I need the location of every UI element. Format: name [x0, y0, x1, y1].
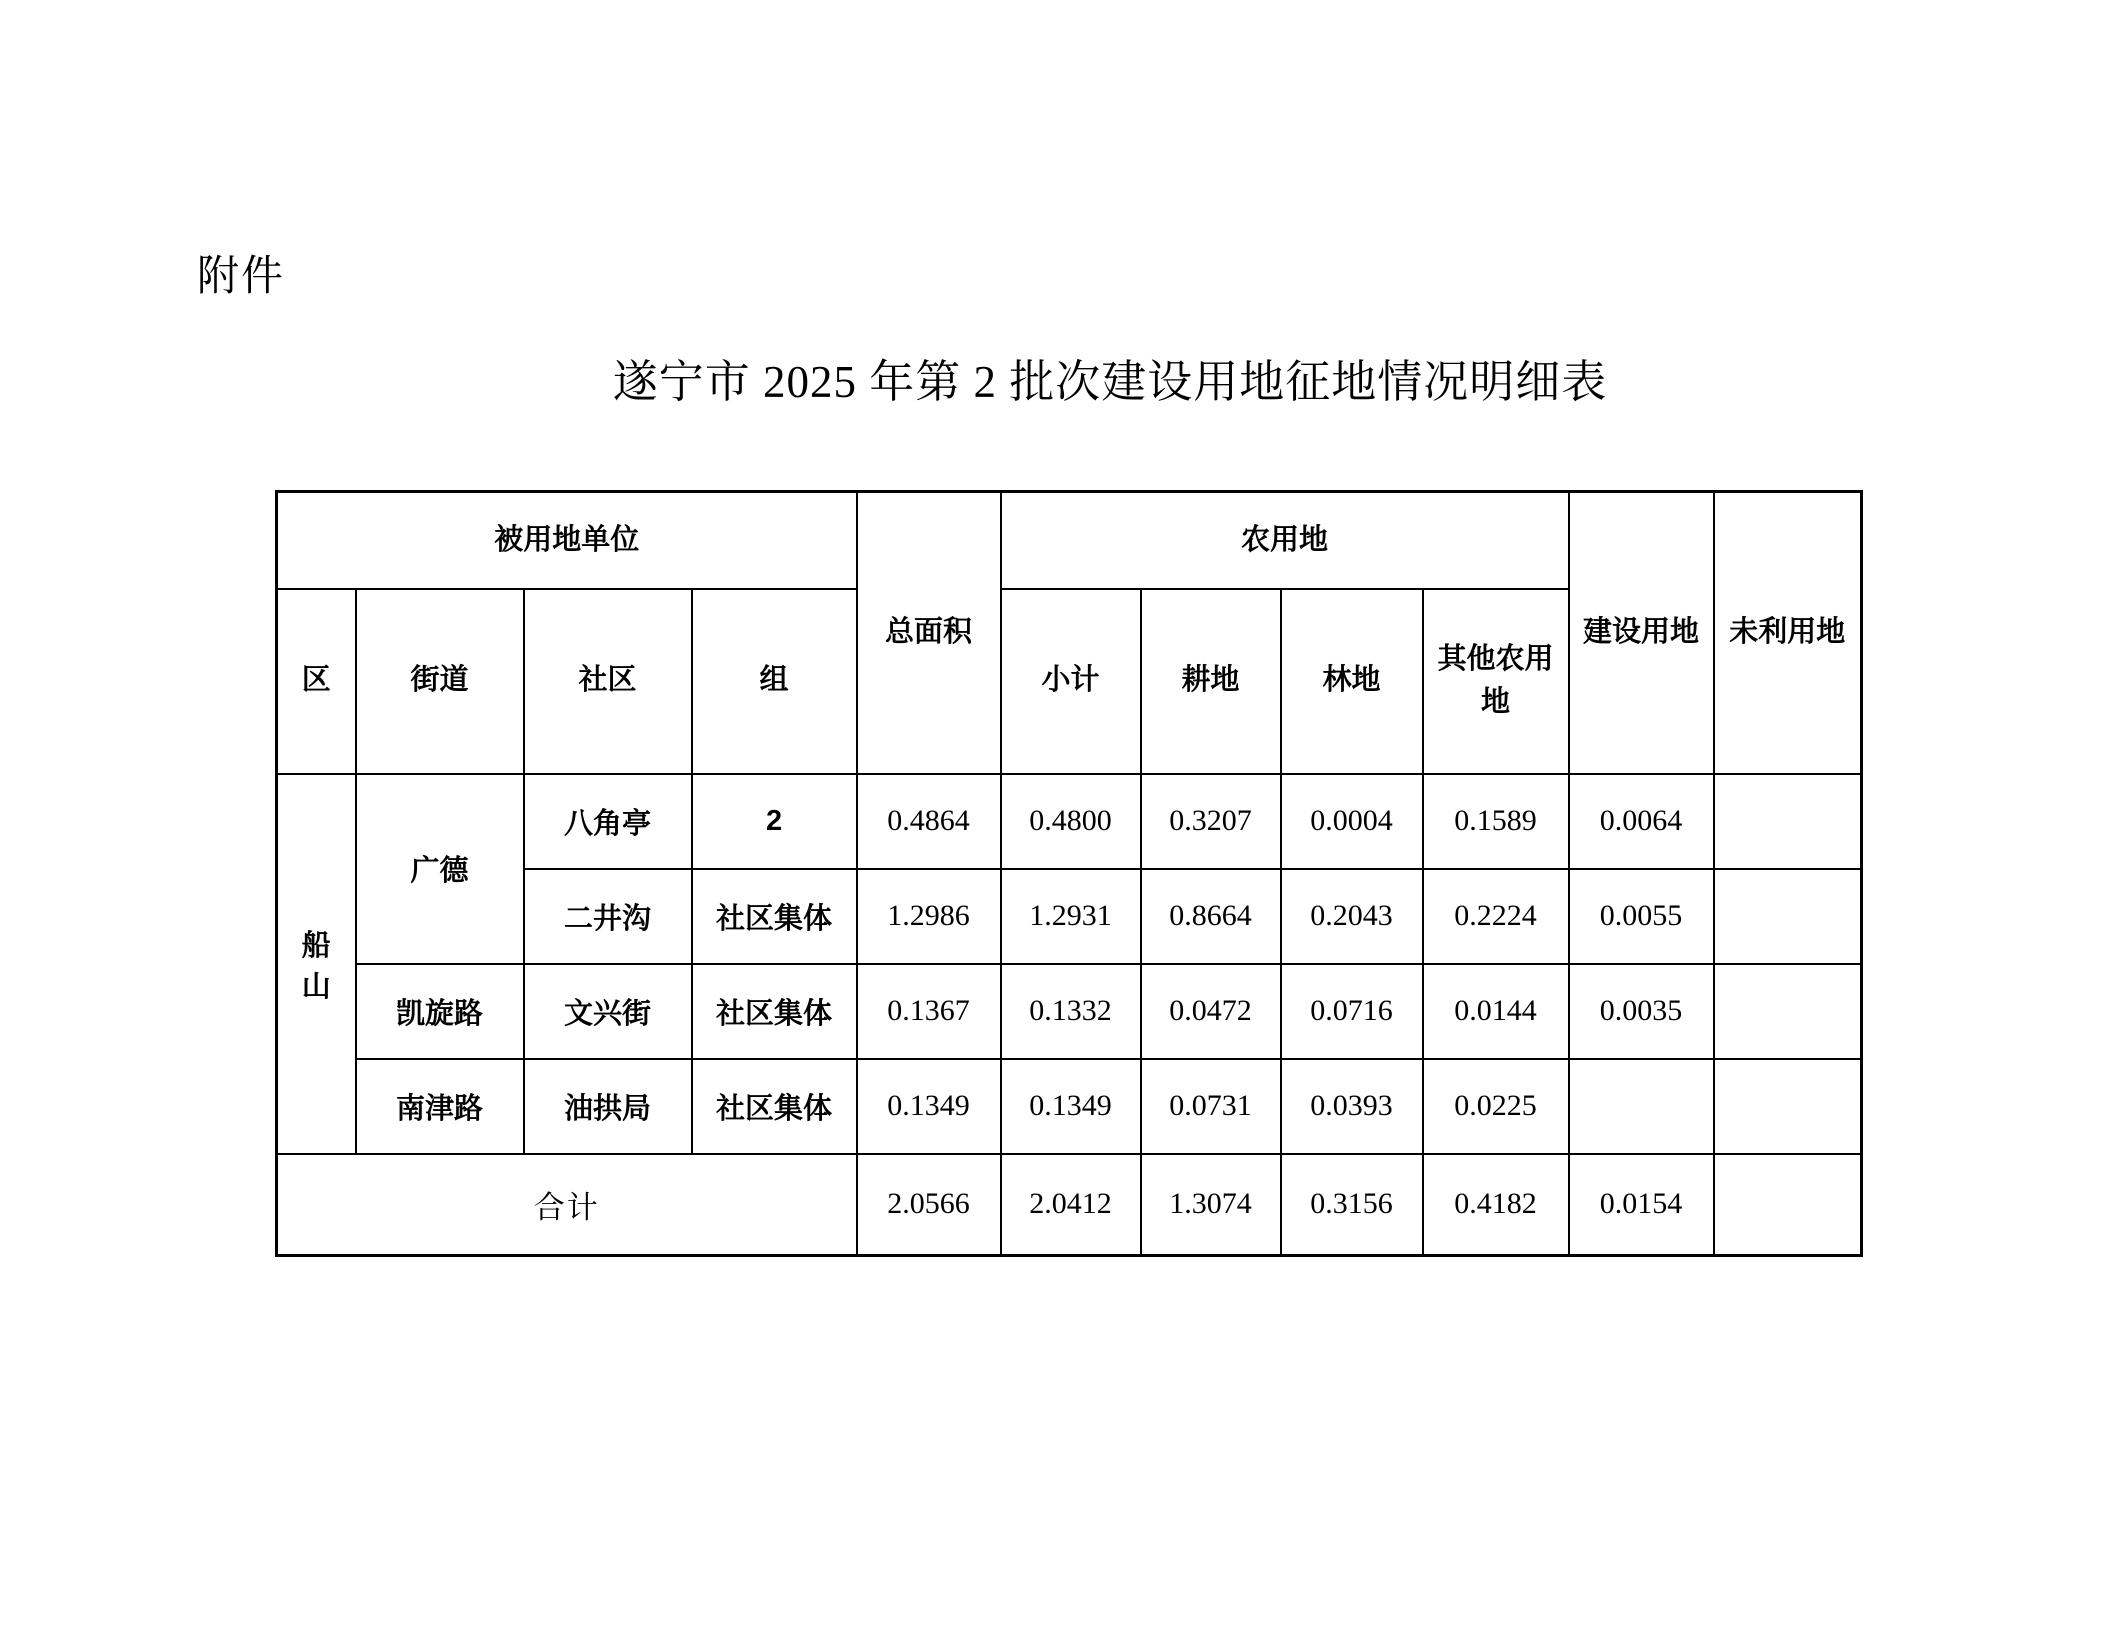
- header-cultivated-land: 耕地: [1141, 589, 1281, 774]
- cell-forest: 0.2043: [1281, 869, 1423, 964]
- header-district: 区: [277, 589, 356, 774]
- cell-cultivated: 0.3207: [1141, 774, 1281, 869]
- cell-cultivated: 0.8664: [1141, 869, 1281, 964]
- header-total-area: 总面积: [857, 492, 1001, 774]
- cell-group: 社区集体: [692, 964, 857, 1059]
- cell-subtotal: 0.4800: [1001, 774, 1141, 869]
- header-street: 街道: [356, 589, 524, 774]
- cell-cultivated: 1.3074: [1141, 1154, 1281, 1256]
- table-row: [277, 774, 1862, 869]
- table-row: [277, 964, 1862, 1059]
- cell-subtotal: 2.0412: [1001, 1154, 1141, 1256]
- header-other-agricultural-land: 其他农用地: [1423, 589, 1569, 774]
- cell-community: 八角亭: [524, 774, 692, 869]
- cell-forest: 0.3156: [1281, 1154, 1423, 1256]
- cell-subtotal: 0.1349: [1001, 1059, 1141, 1154]
- cell-group: 社区集体: [692, 1059, 857, 1154]
- cell-group: 2: [692, 774, 857, 869]
- cell-construction: 0.0064: [1569, 774, 1714, 869]
- cell-total-area: 0.4864: [857, 774, 1001, 869]
- attachment-label: 附件: [197, 254, 286, 300]
- cell-unused: [1714, 1059, 1862, 1154]
- header-forest-land: 林地: [1281, 589, 1423, 774]
- document-title: 遂宁市 2025 年第 2 批次建设用地征地情况明细表: [612, 357, 1608, 407]
- cell-group: 社区集体: [692, 869, 857, 964]
- cell-community: 文兴街: [524, 964, 692, 1059]
- cell-subtotal: 1.2931: [1001, 869, 1141, 964]
- cell-district: 船山: [277, 774, 356, 1154]
- cell-street: 广德: [356, 774, 524, 964]
- cell-street: 南津路: [356, 1059, 524, 1154]
- cell-cultivated: 0.0472: [1141, 964, 1281, 1059]
- land-acquisition-table: [275, 490, 1863, 1257]
- cell-unused: [1714, 774, 1862, 869]
- cell-construction: 0.0154: [1569, 1154, 1714, 1256]
- cell-other-agri: 0.0225: [1423, 1059, 1569, 1154]
- cell-subtotal: 0.1332: [1001, 964, 1141, 1059]
- header-unused-land: 未利用地: [1714, 492, 1862, 774]
- cell-total-area: 0.1367: [857, 964, 1001, 1059]
- cell-community: 油拱局: [524, 1059, 692, 1154]
- cell-unused: [1714, 1154, 1862, 1256]
- header-agricultural-land: 农用地: [1001, 492, 1569, 589]
- cell-construction: 0.0035: [1569, 964, 1714, 1059]
- cell-forest: 0.0393: [1281, 1059, 1423, 1154]
- cell-unused: [1714, 964, 1862, 1059]
- cell-construction: [1569, 1059, 1714, 1154]
- header-land-used-unit: 被用地单位: [277, 492, 857, 589]
- cell-community: 二井沟: [524, 869, 692, 964]
- cell-other-agri: 0.1589: [1423, 774, 1569, 869]
- cell-street: 凯旋路: [356, 964, 524, 1059]
- cell-cultivated: 0.0731: [1141, 1059, 1281, 1154]
- header-community: 社区: [524, 589, 692, 774]
- cell-forest: 0.0004: [1281, 774, 1423, 869]
- header-group: 组: [692, 589, 857, 774]
- header-row-1: [277, 492, 1862, 589]
- header-subtotal: 小计: [1001, 589, 1141, 774]
- table-row: [277, 1059, 1862, 1154]
- cell-forest: 0.0716: [1281, 964, 1423, 1059]
- cell-total-area: 2.0566: [857, 1154, 1001, 1256]
- cell-other-agri: 0.0144: [1423, 964, 1569, 1059]
- cell-other-agri: 0.4182: [1423, 1154, 1569, 1256]
- cell-total-label: 合计: [277, 1154, 857, 1256]
- cell-construction: 0.0055: [1569, 869, 1714, 964]
- cell-total-area: 0.1349: [857, 1059, 1001, 1154]
- cell-total-area: 1.2986: [857, 869, 1001, 964]
- cell-other-agri: 0.2224: [1423, 869, 1569, 964]
- total-row: [277, 1154, 1862, 1256]
- header-construction-land: 建设用地: [1569, 492, 1714, 774]
- cell-unused: [1714, 869, 1862, 964]
